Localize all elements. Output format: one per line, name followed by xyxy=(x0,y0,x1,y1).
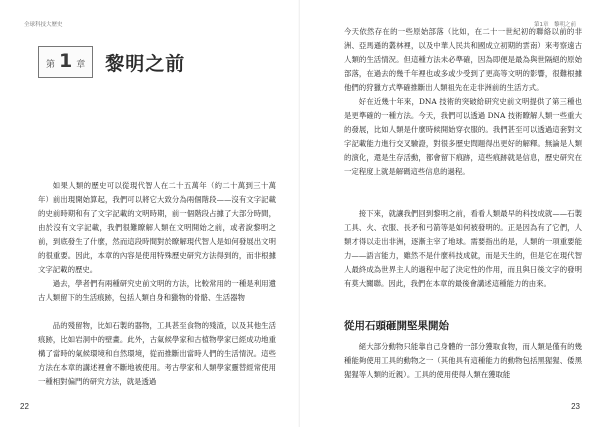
chapter-number-box xyxy=(38,46,93,78)
chapter-prefix: 第 xyxy=(46,60,56,70)
chapter-number: 1 xyxy=(59,50,73,72)
page-number-left: 22 xyxy=(20,402,29,411)
chapter-heading xyxy=(38,46,185,78)
paragraph: 好在近幾十年來，DNA 技術的突破給研究史前文明提供了第三種也是更準確的一種方法。今天，我們可以透過 DNA 技術瞭解人類一些重大的發展，比如人類是什麼時候開始穿衣服的。我們甚至可以透過這套對文字記載能力進行交叉驗證，對很多歷史問題得出更好的解釋。無論是人類的演化，還是生存活動，都會留下痕跡，這些痕跡就是信息，歷史研究在一定程度上就是解碼這些信息的過程。 xyxy=(344,97,582,176)
paragraph: 品的殘留物，比如石製的器物，工具甚至食物的殘渣，以及其他生活痕跡，比如岩洞中的壁畫。此外，古氣候學家和古植物學家已經成功地重構了當時的氣候環境和自然環境，從而推斷出當時人們的生活情況。這些方法在本章的講述裡會不斷地被使用。考古學家和人類學家靈替經常使用一種相對偏門的研究方法，就是透過 xyxy=(38,321,276,386)
running-header-left: 全球科技大歷史 xyxy=(24,22,63,28)
paragraph: 過去，學者們有兩種研究史前文明的方法，比較常用的一種是利用遺古人類留下的生活痕跡，包括人類自身和獵物的骨骼、生活器物 xyxy=(38,279,276,302)
right-page xyxy=(300,0,600,427)
chapter-suffix: 章 xyxy=(76,60,86,70)
page-number-right: 23 xyxy=(571,402,580,411)
paragraph: 接下來，就讓我們回到黎明之前，看看人類最早的科技成就——石製工具、火、衣服、長矛和弓箭等是如何被發明的。正是因為有了它們，人類才得以走出非洲，逐漸主宰了地球。需要指出的是，人類的一項重要能力——語言能力，雖然不是什麼科技成就，而是天生的，但是它在現代智人最終成為世界主人的過程中起了決定性的作用，而且與日後文字的發明有莫大關聯。因此，我們在本章的最後會講述這種能力的由來。 xyxy=(344,209,582,288)
running-header-right: 第1章 黎明之前 xyxy=(534,22,576,28)
chapter-title: 黎明之前 xyxy=(105,52,186,75)
paragraph: 如果人類的歷史可以從現代智人在二十五萬年（約二十萬到三十萬年）前出現開始算起，我們可以將它大致分為兩個階段——沒有文字記載的史前時期和有了文字記載的文明時期，前一個階段占據了大部分時間，由於沒有文字記載，我們很難瞭解人類在文明開始之前，或者說黎明之前，到底發生了什麼，然而這段時間對於瞭解現代智人是如何發展出文明的很重要。因此，本章的內容是使用特殊歷史研究方法得到的，而非根據文字記載的歷史。 xyxy=(38,181,276,274)
right-body-text xyxy=(344,25,582,305)
section-paragraph: 絕大部分動物只能靠自己身體的一部分獲取食物，而人類是僅有的幾種能夠使用工具的動物之一（其他具有這種能力的動物包括黑猩猩、倭黑猩猩等人類的近親）。工具的使用使得人類在獲取能 xyxy=(344,342,582,379)
section-heading: 從用石頭砸開堅果開始 xyxy=(344,320,449,332)
paragraph: 今天依然存在的一些原始部落（比如，在二十一世紀初的聯絡以前的非洲、亞馬遜的叢林裡，以及中華人民共和國成立初期的雲南）來考察遠古人類的生活情況。但這種方法未必準確，因為即便是最為與世隔絕的原始部落，在過去的幾千年裡也或多或少受到了更高等文明的影響，很難根據他們的狩獵方式準確推斷出人類祖先在走非洲前的生活方式。 xyxy=(344,27,582,92)
left-body-text xyxy=(38,179,276,427)
